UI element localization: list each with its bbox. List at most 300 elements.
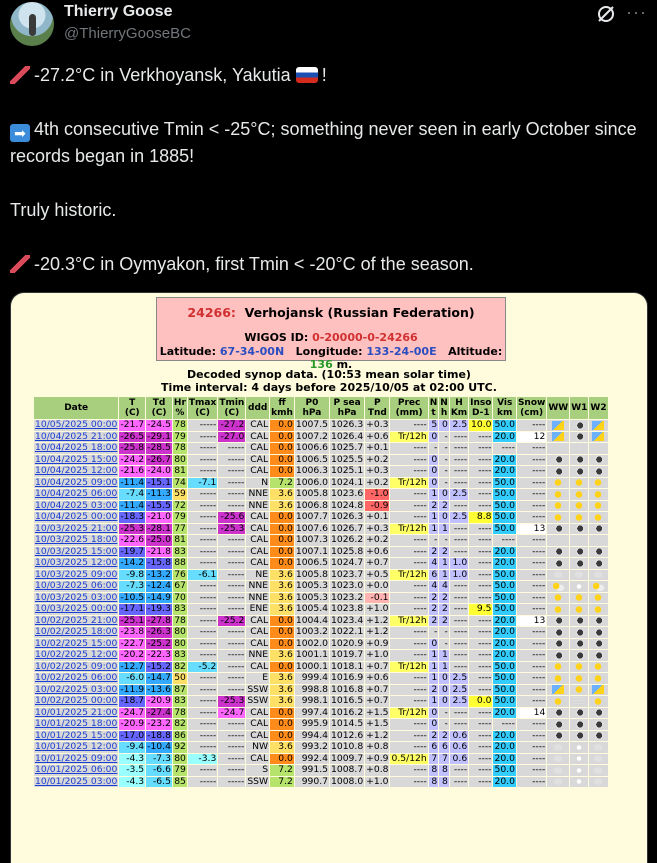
date-link[interactable]: 10/03/2025 21:00: [35, 522, 118, 534]
table-cell: -6.5: [146, 777, 172, 788]
table-cell: 1007.5: [295, 419, 329, 430]
cld-weather-icon: [573, 570, 585, 579]
table-cell: 13: [517, 616, 546, 627]
weather-icon-cell: [589, 685, 607, 696]
table-cell: -----: [218, 489, 245, 500]
table-cell: ----: [390, 627, 427, 638]
table-cell: ----: [517, 662, 546, 673]
table-cell: -: [439, 466, 449, 477]
sun-weather-icon: [592, 662, 604, 671]
table-cell: ----: [517, 777, 546, 788]
table-cell: +1.0: [366, 603, 389, 614]
table-cell: 50.0: [494, 476, 515, 488]
table-cell: 4: [429, 558, 439, 569]
date-link[interactable]: 10/02/2025 18:00: [35, 626, 118, 637]
table-cell: -----: [188, 558, 217, 569]
table-cell: -24.7: [218, 708, 245, 719]
table-row: [34, 650, 608, 661]
table-cell: -0.9: [365, 501, 389, 512]
display-name[interactable]: Thierry Goose: [64, 3, 173, 20]
table-cell: -----: [218, 777, 245, 788]
moon-weather-icon: [573, 455, 585, 464]
table-cell: 79: [174, 430, 186, 442]
sky-weather-icon: [552, 685, 564, 694]
more-options-icon[interactable]: ···: [626, 2, 647, 22]
table-cell: 1005.3: [295, 580, 329, 591]
table-row: [34, 558, 608, 569]
date-link[interactable]: 10/03/2025 09:00: [35, 568, 118, 580]
table-cell: 2.5: [450, 489, 468, 500]
table-cell: ----: [517, 650, 546, 661]
table-cell: -----: [188, 443, 217, 454]
date-link[interactable]: 10/03/2025 12:00: [35, 557, 118, 568]
date-link[interactable]: 10/04/2025 21:00: [35, 430, 118, 442]
table-cell: ----: [390, 558, 427, 569]
table-cell: 50.0: [494, 580, 515, 591]
table-cell: -21.0: [147, 511, 171, 522]
tweet-text: [10, 62, 650, 278]
table-cell: 3.6: [270, 501, 294, 512]
date-link[interactable]: 10/04/2025 12:00: [35, 465, 118, 476]
table-cell: -3.3: [188, 754, 217, 765]
table-cell: -----: [188, 455, 217, 466]
table-cell: +0.2: [366, 453, 389, 465]
alt-unit: m.: [336, 358, 353, 371]
table-cell: ----: [469, 719, 492, 730]
date-link[interactable]: 10/03/2025 03:00: [35, 591, 118, 603]
weather-icon-cell: [547, 777, 569, 788]
table-cell: 3.6: [270, 489, 294, 500]
table-cell: 8: [439, 765, 449, 776]
table-cell: 1026.2: [331, 534, 364, 545]
tweet-line-1-end: !: [321, 65, 327, 85]
date-link[interactable]: 10/01/2025 18:00: [35, 718, 118, 729]
table-cell: -18.3: [120, 511, 145, 522]
date-link[interactable]: 10/01/2025 21:00: [35, 706, 118, 718]
table-cell: 0.0: [270, 639, 294, 650]
table-cell: -----: [188, 489, 217, 500]
table-cell: 2: [439, 547, 449, 558]
table-cell: 0.0: [270, 547, 294, 558]
table-cell: ----: [450, 478, 468, 489]
moon-weather-icon: [573, 559, 585, 568]
table-cell: -27.2: [218, 420, 245, 431]
table-cell: -----: [218, 650, 245, 661]
table-cell: -----: [218, 627, 245, 638]
table-cell: 0.0: [270, 558, 294, 569]
table-cell: -7.3: [146, 754, 172, 765]
weather-icon-cell: [589, 581, 607, 592]
table-cell: 72: [174, 499, 186, 511]
weather-icon-cell: [589, 696, 607, 707]
table-cell: -: [439, 443, 449, 454]
table-cell: CAL: [246, 512, 269, 523]
table-cell: Tr/12h: [390, 662, 427, 673]
weather-icon-cell: [589, 432, 607, 443]
date-link[interactable]: 10/03/2025 06:00: [35, 580, 118, 591]
table-cell: -25.2: [218, 616, 245, 627]
table-cell: 4: [439, 581, 449, 592]
table-cell: 1006.8: [295, 499, 329, 511]
table-cell: 20.0: [494, 453, 515, 465]
table-cell: CAL: [246, 455, 269, 466]
weather-icon-cell: [570, 489, 588, 500]
table-cell: 20.0: [494, 752, 515, 764]
table-cell: ----: [469, 662, 492, 673]
table-cell: CAL: [246, 662, 269, 673]
table-row: [34, 466, 608, 477]
table-cell: -14.7: [147, 672, 171, 683]
table-cell: ----: [390, 489, 427, 500]
table-cell: 81: [174, 465, 186, 476]
table-cell: +0.2: [366, 534, 389, 545]
column-header: Date: [34, 397, 118, 419]
date-link[interactable]: 10/01/2025 15:00: [35, 729, 118, 741]
sun-weather-icon: [592, 501, 604, 510]
table-cell: 20.0: [494, 465, 515, 476]
table-cell: 0: [429, 455, 439, 466]
table-cell: 1000.1: [295, 660, 329, 672]
weather-icon-cell: [547, 754, 569, 765]
table-cell: -4.3: [119, 777, 145, 788]
table-cell: 991.5: [295, 765, 329, 776]
column-header: WW: [547, 397, 569, 419]
table-cell: CAL: [246, 719, 269, 730]
date-link[interactable]: 10/04/2025 03:00: [35, 499, 118, 511]
table-cell: -: [429, 443, 439, 454]
table-cell: -17.0: [120, 729, 145, 741]
table-cell: ----: [390, 466, 427, 477]
date-link[interactable]: 10/02/2025 12:00: [35, 649, 118, 660]
table-cell: SSW: [247, 695, 269, 706]
table-cell: 1025.7: [331, 442, 364, 453]
moon-weather-icon: [592, 708, 604, 717]
table-cell: 1005.8: [295, 488, 329, 499]
table-row: [34, 593, 608, 604]
cld-weather-icon: [592, 777, 604, 786]
table-cell: 10.0: [471, 419, 492, 430]
moon-weather-icon: [573, 616, 585, 625]
date-link[interactable]: 10/01/2025 06:00: [35, 764, 118, 775]
table-cell: 990.7: [295, 777, 329, 788]
table-cell: -24.7: [120, 706, 145, 718]
moon-weather-icon: [592, 547, 604, 556]
table-cell: ----: [469, 466, 492, 477]
table-cell: 1023.2: [331, 591, 364, 603]
table-cell: +0.3: [366, 419, 389, 430]
avatar[interactable]: [10, 2, 54, 46]
date-link[interactable]: 10/03/2025 18:00: [35, 534, 118, 545]
table-cell: ----: [469, 777, 492, 788]
table-cell: 0.0: [469, 696, 492, 707]
moon-weather-icon: [592, 639, 604, 648]
column-header: N t: [429, 398, 438, 418]
table-cell: 0.6: [450, 731, 468, 742]
date-link[interactable]: 10/04/2025 06:00: [35, 488, 118, 499]
table-cell: 83: [174, 545, 186, 557]
grok-icon[interactable]: [596, 4, 616, 24]
table-row: [34, 765, 608, 776]
table-row: [34, 742, 608, 753]
table-cell: 85: [174, 775, 186, 787]
table-cell: ----: [450, 432, 468, 443]
table-cell: ----: [390, 547, 427, 558]
sun-weather-icon: [592, 674, 604, 683]
table-cell: 0: [439, 685, 449, 696]
fog-weather-icon: [573, 697, 585, 706]
table-cell: -: [429, 627, 439, 638]
table-cell: CAL: [246, 443, 269, 454]
table-cell: +0.1: [366, 511, 389, 522]
table-cell: 1004.4: [295, 614, 329, 626]
moon-weather-icon: [592, 731, 604, 740]
table-cell: NNE: [246, 650, 269, 661]
date-link[interactable]: 10/02/2025 03:00: [35, 683, 118, 695]
weather-icon-cell: [570, 685, 588, 696]
weather-icon-cell: [589, 604, 607, 615]
table-cell: -13.2: [147, 568, 171, 580]
sun-weather-icon: [552, 605, 564, 614]
table-cell: +0.8: [366, 764, 389, 775]
table-cell: ----: [517, 535, 546, 546]
weather-icon-cell: [589, 731, 607, 742]
table-cell: 12: [517, 432, 546, 443]
table-cell: 0: [439, 489, 449, 500]
table-cell: 2: [429, 501, 439, 512]
table-cell: ----: [469, 742, 492, 753]
table-cell: 20.0: [494, 706, 515, 718]
weather-icon-cell: [547, 547, 569, 558]
snow-weather-icon: [573, 754, 585, 763]
moon-weather-icon: [552, 455, 564, 464]
table-cell: 0.6: [450, 742, 468, 753]
column-header: W2: [589, 397, 607, 419]
date-link[interactable]: 10/02/2025 21:00: [35, 614, 118, 626]
table-cell: 50.0: [494, 672, 515, 683]
table-cell: 0.5/12h: [391, 752, 427, 764]
moon-weather-icon: [592, 628, 604, 637]
table-cell: 1: [429, 673, 439, 684]
table-cell: CAL: [246, 616, 269, 627]
table-cell: ----: [450, 708, 468, 719]
date-link[interactable]: 10/01/2025 03:00: [35, 775, 118, 787]
tweet-line-4: -20.3°C in Oymyakon, first Tmin < -20°C of the season.: [34, 254, 474, 274]
table-cell: 7.2: [270, 765, 294, 776]
table-cell: 2: [429, 604, 439, 615]
table-cell: -12.7: [120, 660, 145, 672]
table-cell: 0.0: [270, 524, 294, 535]
table-cell: 1026.7: [331, 522, 364, 534]
table-cell: ----: [517, 581, 546, 592]
date-link[interactable]: 10/03/2025 15:00: [35, 545, 118, 557]
table-cell: ----: [390, 777, 427, 788]
table-cell: -5.2: [188, 662, 217, 673]
table-cell: +0.6: [366, 430, 389, 442]
table-cell: -3.5: [119, 765, 145, 776]
table-cell: -----: [188, 524, 217, 535]
table-cell: 0.6: [450, 754, 468, 765]
table-cell: 0: [429, 639, 439, 650]
sun-weather-icon: [552, 697, 564, 706]
table-row: [34, 685, 608, 696]
russia-flag-icon: [296, 67, 318, 83]
table-cell: -----: [218, 558, 245, 569]
date-link[interactable]: 10/02/2025 00:00: [35, 695, 118, 706]
sun-weather-icon: [592, 605, 604, 614]
weather-icon-cell: [547, 650, 569, 661]
table-cell: 0: [439, 420, 449, 431]
table-cell: 1023.4: [331, 614, 364, 626]
weather-icon-cell: [547, 731, 569, 742]
sun-weather-icon: [552, 490, 564, 499]
table-cell: 1018.1: [331, 660, 364, 672]
table-cell: 7.2: [270, 478, 294, 489]
table-cell: -11.4: [120, 499, 145, 511]
table-cell: 1012.6: [331, 729, 364, 741]
attached-image[interactable]: [10, 292, 648, 863]
table-cell: 1001.1: [295, 649, 329, 660]
date-link[interactable]: 10/04/2025 15:00: [35, 453, 118, 465]
table-cell: 0.0: [270, 535, 294, 546]
column-header: Prec (mm): [390, 397, 427, 419]
date-link[interactable]: 10/01/2025 09:00: [35, 752, 118, 764]
cld-weather-icon: [552, 570, 564, 579]
table-cell: -0.1: [365, 593, 389, 604]
date-link[interactable]: 10/05/2025 00:00: [35, 419, 118, 430]
weather-icon-cell: [589, 501, 607, 512]
table-cell: 50.0: [494, 683, 515, 695]
date-link[interactable]: 10/02/2025 09:00: [35, 660, 118, 672]
weather-icon-cell: [547, 696, 569, 707]
sky-weather-icon: [592, 432, 604, 441]
moon-weather-icon: [592, 467, 604, 476]
table-cell: -----: [218, 570, 245, 581]
date-link[interactable]: 10/02/2025 15:00: [35, 637, 118, 649]
table-cell: -27.4: [147, 706, 171, 718]
table-cell: -----: [188, 731, 217, 742]
table-cell: ----: [469, 627, 492, 638]
table-cell: 1026.3: [331, 511, 364, 522]
table-row: [34, 604, 608, 615]
table-cell: 0: [439, 696, 449, 707]
table-cell: CAL: [246, 627, 269, 638]
table-cell: ----: [450, 765, 468, 776]
moon-weather-icon: [573, 467, 585, 476]
user-handle[interactable]: @ThierryGooseBC: [64, 25, 191, 42]
table-cell: ----: [390, 443, 427, 454]
column-header: Tmax (C): [188, 398, 217, 418]
table-cell: -----: [218, 593, 245, 604]
date-link[interactable]: 10/04/2025 18:00: [35, 442, 118, 453]
table-cell: 0: [429, 719, 439, 730]
altitude: 136: [309, 358, 333, 371]
table-cell: ----: [390, 639, 427, 650]
table-cell: 0: [429, 466, 439, 477]
date-link[interactable]: 10/04/2025 00:00: [35, 511, 118, 522]
table-cell: 70: [174, 591, 186, 603]
table-row: [34, 627, 608, 638]
weather-icon-cell: [570, 662, 588, 673]
table-cell: -----: [218, 547, 245, 558]
table-cell: 79: [174, 511, 186, 522]
weather-icon-cell: [547, 765, 569, 776]
date-link[interactable]: 10/02/2025 06:00: [35, 672, 118, 683]
table-cell: 20.0: [494, 649, 515, 660]
table-cell: 0.0: [270, 616, 294, 627]
station-name: Verhojansk (Russian Federation): [244, 305, 475, 320]
table-cell: NW: [246, 742, 269, 753]
table-cell: CAL: [246, 420, 269, 431]
table-cell: NNE: [246, 593, 269, 604]
moon-weather-icon: [573, 524, 585, 533]
table-cell: 1: [429, 524, 439, 535]
table-cell: 1: [429, 489, 439, 500]
table-cell: -26.7: [147, 453, 171, 465]
table-cell: -20.9: [147, 695, 171, 706]
table-cell: -1.0: [365, 489, 389, 500]
table-cell: 1: [439, 662, 449, 673]
snow-weather-icon: [573, 743, 585, 752]
sun-weather-icon: [573, 478, 585, 487]
table-cell: 1023.0: [331, 580, 364, 591]
table-cell: ----: [517, 478, 546, 489]
weather-icon-cell: [570, 593, 588, 604]
table-cell: 50.0: [494, 603, 515, 614]
weather-icon-cell: [547, 443, 569, 454]
table-cell: ----: [469, 685, 492, 696]
date-link[interactable]: 10/01/2025 12:00: [35, 741, 118, 752]
date-link[interactable]: 10/03/2025 00:00: [35, 603, 118, 614]
table-cell: ----: [517, 570, 546, 581]
table-cell: 0: [429, 708, 439, 719]
table-row: [34, 432, 608, 443]
weather-icon-cell: [570, 466, 588, 477]
table-cell: -: [439, 478, 449, 489]
table-cell: ----: [517, 604, 546, 615]
moon-weather-icon: [573, 547, 585, 556]
table-cell: 1023.8: [331, 603, 364, 614]
table-cell: ENE: [246, 604, 269, 615]
table-cell: 7: [429, 754, 439, 765]
synop-table: [33, 396, 609, 788]
date-link[interactable]: 10/04/2025 09:00: [35, 476, 118, 488]
table-cell: -----: [188, 742, 217, 753]
table-cell: ----: [469, 570, 492, 581]
table-cell: 2: [439, 593, 449, 604]
table-cell: -----: [188, 432, 217, 443]
moon-weather-icon: [573, 628, 585, 637]
table-cell: 998.8: [295, 685, 329, 696]
table-cell: 1006.6: [295, 442, 329, 453]
table-cell: ----: [450, 524, 468, 535]
table-cell: NNE: [246, 489, 269, 500]
weather-icon-cell: [547, 708, 569, 719]
table-cell: 5: [429, 420, 439, 431]
table-cell: +0.3: [366, 465, 389, 476]
table-cell: -25.6: [218, 512, 245, 523]
weather-icon-cell: [547, 673, 569, 684]
table-cell: ----: [450, 662, 468, 673]
sun-weather-icon: [552, 593, 564, 602]
sunc-weather-icon: [592, 582, 604, 591]
table-cell: -7.3: [119, 581, 145, 592]
table-cell: -----: [218, 742, 245, 753]
table-row: [34, 696, 608, 707]
table-cell: -28.1: [147, 522, 171, 534]
table-cell: -----: [218, 501, 245, 512]
table-cell: -: [439, 639, 449, 650]
table-cell: +1.0: [366, 775, 389, 787]
